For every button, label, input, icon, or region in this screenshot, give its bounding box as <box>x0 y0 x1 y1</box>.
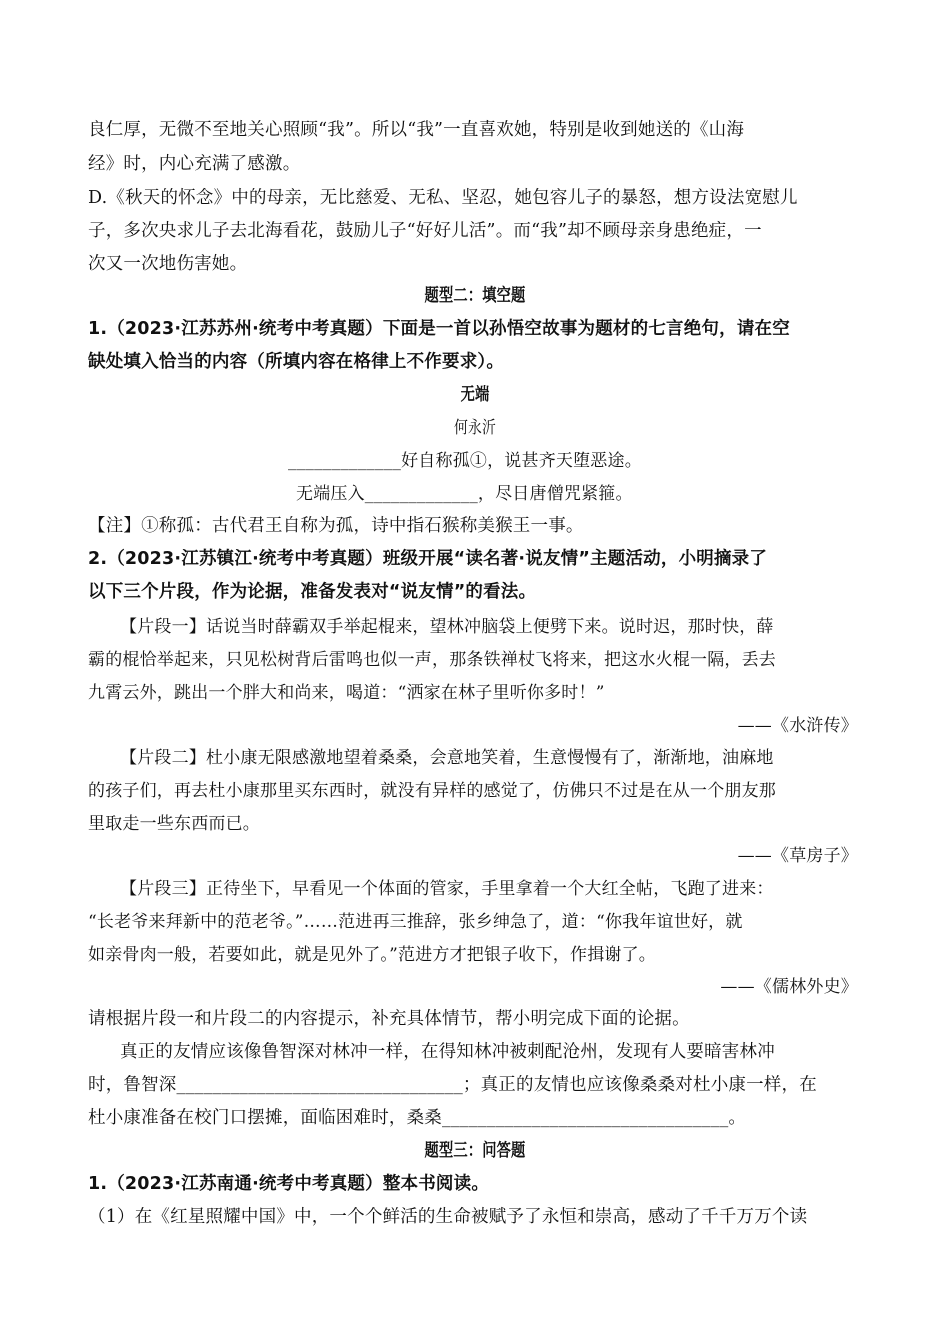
excerpt-line: 【片段三】正待坐下，早看见一个体面的管家，手里拿着一个大红全帖，飞跑了进来： <box>120 879 774 899</box>
excerpt-line: 【片段一】话说当时薛霸双手举起棍来，望林冲脑袋上便劈下来。说时迟，那时快，薛 <box>120 617 774 637</box>
question-text: 1.（2023·江苏苏州·统考中考真题）下面是一首以孙悟空故事为题材的七言绝句，请在空 <box>88 319 790 339</box>
excerpt-line: 如亲骨肉一般，若要如此，就是见外了。”范进方才把银子收下，作揖谢了。 <box>88 945 656 965</box>
answer-line: 杜小康准备在校门口摆摊，面临困难时，桑桑________________________________。 <box>88 1108 747 1128</box>
question-text: 1.（2023·江苏南通·统考中考真题）整本书阅读。 <box>88 1174 490 1194</box>
excerpt-source: ——《草房子》 <box>737 846 858 866</box>
excerpt-source: ——《水浒传》 <box>737 716 858 736</box>
excerpt-line: 里取走一些东西而已。 <box>88 814 260 834</box>
question-text: 2.（2023·江苏镇江·统考中考真题）班级开展“读名著·说友情”主题活动，小明摘录了 <box>88 549 768 569</box>
text-line: 次又一次地伤害她。 <box>88 254 248 274</box>
question-text: 以下三个片段，作为论据，准备发表对“说友情”的看法。 <box>88 582 537 602</box>
excerpt-line: 【片段二】杜小康无限感激地望着桑桑，会意地笑着，生意慢慢有了，渐渐地，油麻地 <box>120 748 774 768</box>
excerpt-line: 九霄云外，跳出一个胖大和尚来，喝道：“洒家在林子里听你多时！” <box>88 683 605 703</box>
answer-line: 时，鲁智深________________________________；真正的友情也应该像桑桑对杜小康一样，在 <box>88 1075 817 1095</box>
text-line: 子，多次央求儿子去北海看花，鼓励儿子“好好儿活”。而“我”却不顾母亲身患绝症，一 <box>88 221 762 241</box>
section-heading: 题型二：填空题 <box>424 286 526 306</box>
answer-line: 真正的友情应该像鲁智深对林冲一样，在得知林冲被刺配沧州，发现有人要暗害林冲 <box>120 1042 775 1062</box>
text-line: 经》时，内心充满了感激。 <box>88 154 301 174</box>
poem-line: _____________好自称孤①，说甚齐天堕恶途。 <box>288 451 642 471</box>
instruction-text: 请根据片段一和片段二的内容提示，补充具体情节，帮小明完成下面的论据。 <box>88 1009 690 1029</box>
text-line: 良仁厚，无微不至地关心照顾“我”。所以“我”一直喜欢她，特别是收到她送的《山海 <box>88 120 745 140</box>
poem-line: 无端压入_____________，尽日唐僧咒紧箍。 <box>296 484 633 504</box>
question-text: 缺处填入恰当的内容（所填内容在格律上不作要求）。 <box>88 352 505 372</box>
poem-title: 无端 <box>460 385 490 405</box>
poem-author: 何永沂 <box>453 418 497 438</box>
excerpt-line: “长老爷来拜新中的范老爷。”……范进再三推辞，张乡绅急了，道：“你我年谊世好，就 <box>88 912 743 932</box>
text-line: D.《秋天的怀念》中的母亲，无比慈爱、无私、坚忍，她包容儿子的暴怒，想方设法宽慰儿 <box>88 188 798 208</box>
excerpt-source: ——《儒林外史》 <box>720 977 858 997</box>
section-heading: 题型三：问答题 <box>424 1141 526 1161</box>
excerpt-line: 的孩子们，再去杜小康那里买东西时，就没有异样的感觉了，仿佛只不过是在从一个朋友那 <box>88 781 776 801</box>
poem-note: 【注】①称孤：古代君王自称为孤，诗中指石猴称美猴王一事。 <box>88 516 584 536</box>
question-text: （1）在《红星照耀中国》中，一个个鲜活的生命被赋予了永恒和崇高，感动了千千万万个读 <box>88 1207 808 1227</box>
excerpt-line: 霸的棍恰举起来，只见松树背后雷鸣也似一声，那条铁禅杖飞将来，把这水火棍一隔，丢去 <box>88 650 776 670</box>
